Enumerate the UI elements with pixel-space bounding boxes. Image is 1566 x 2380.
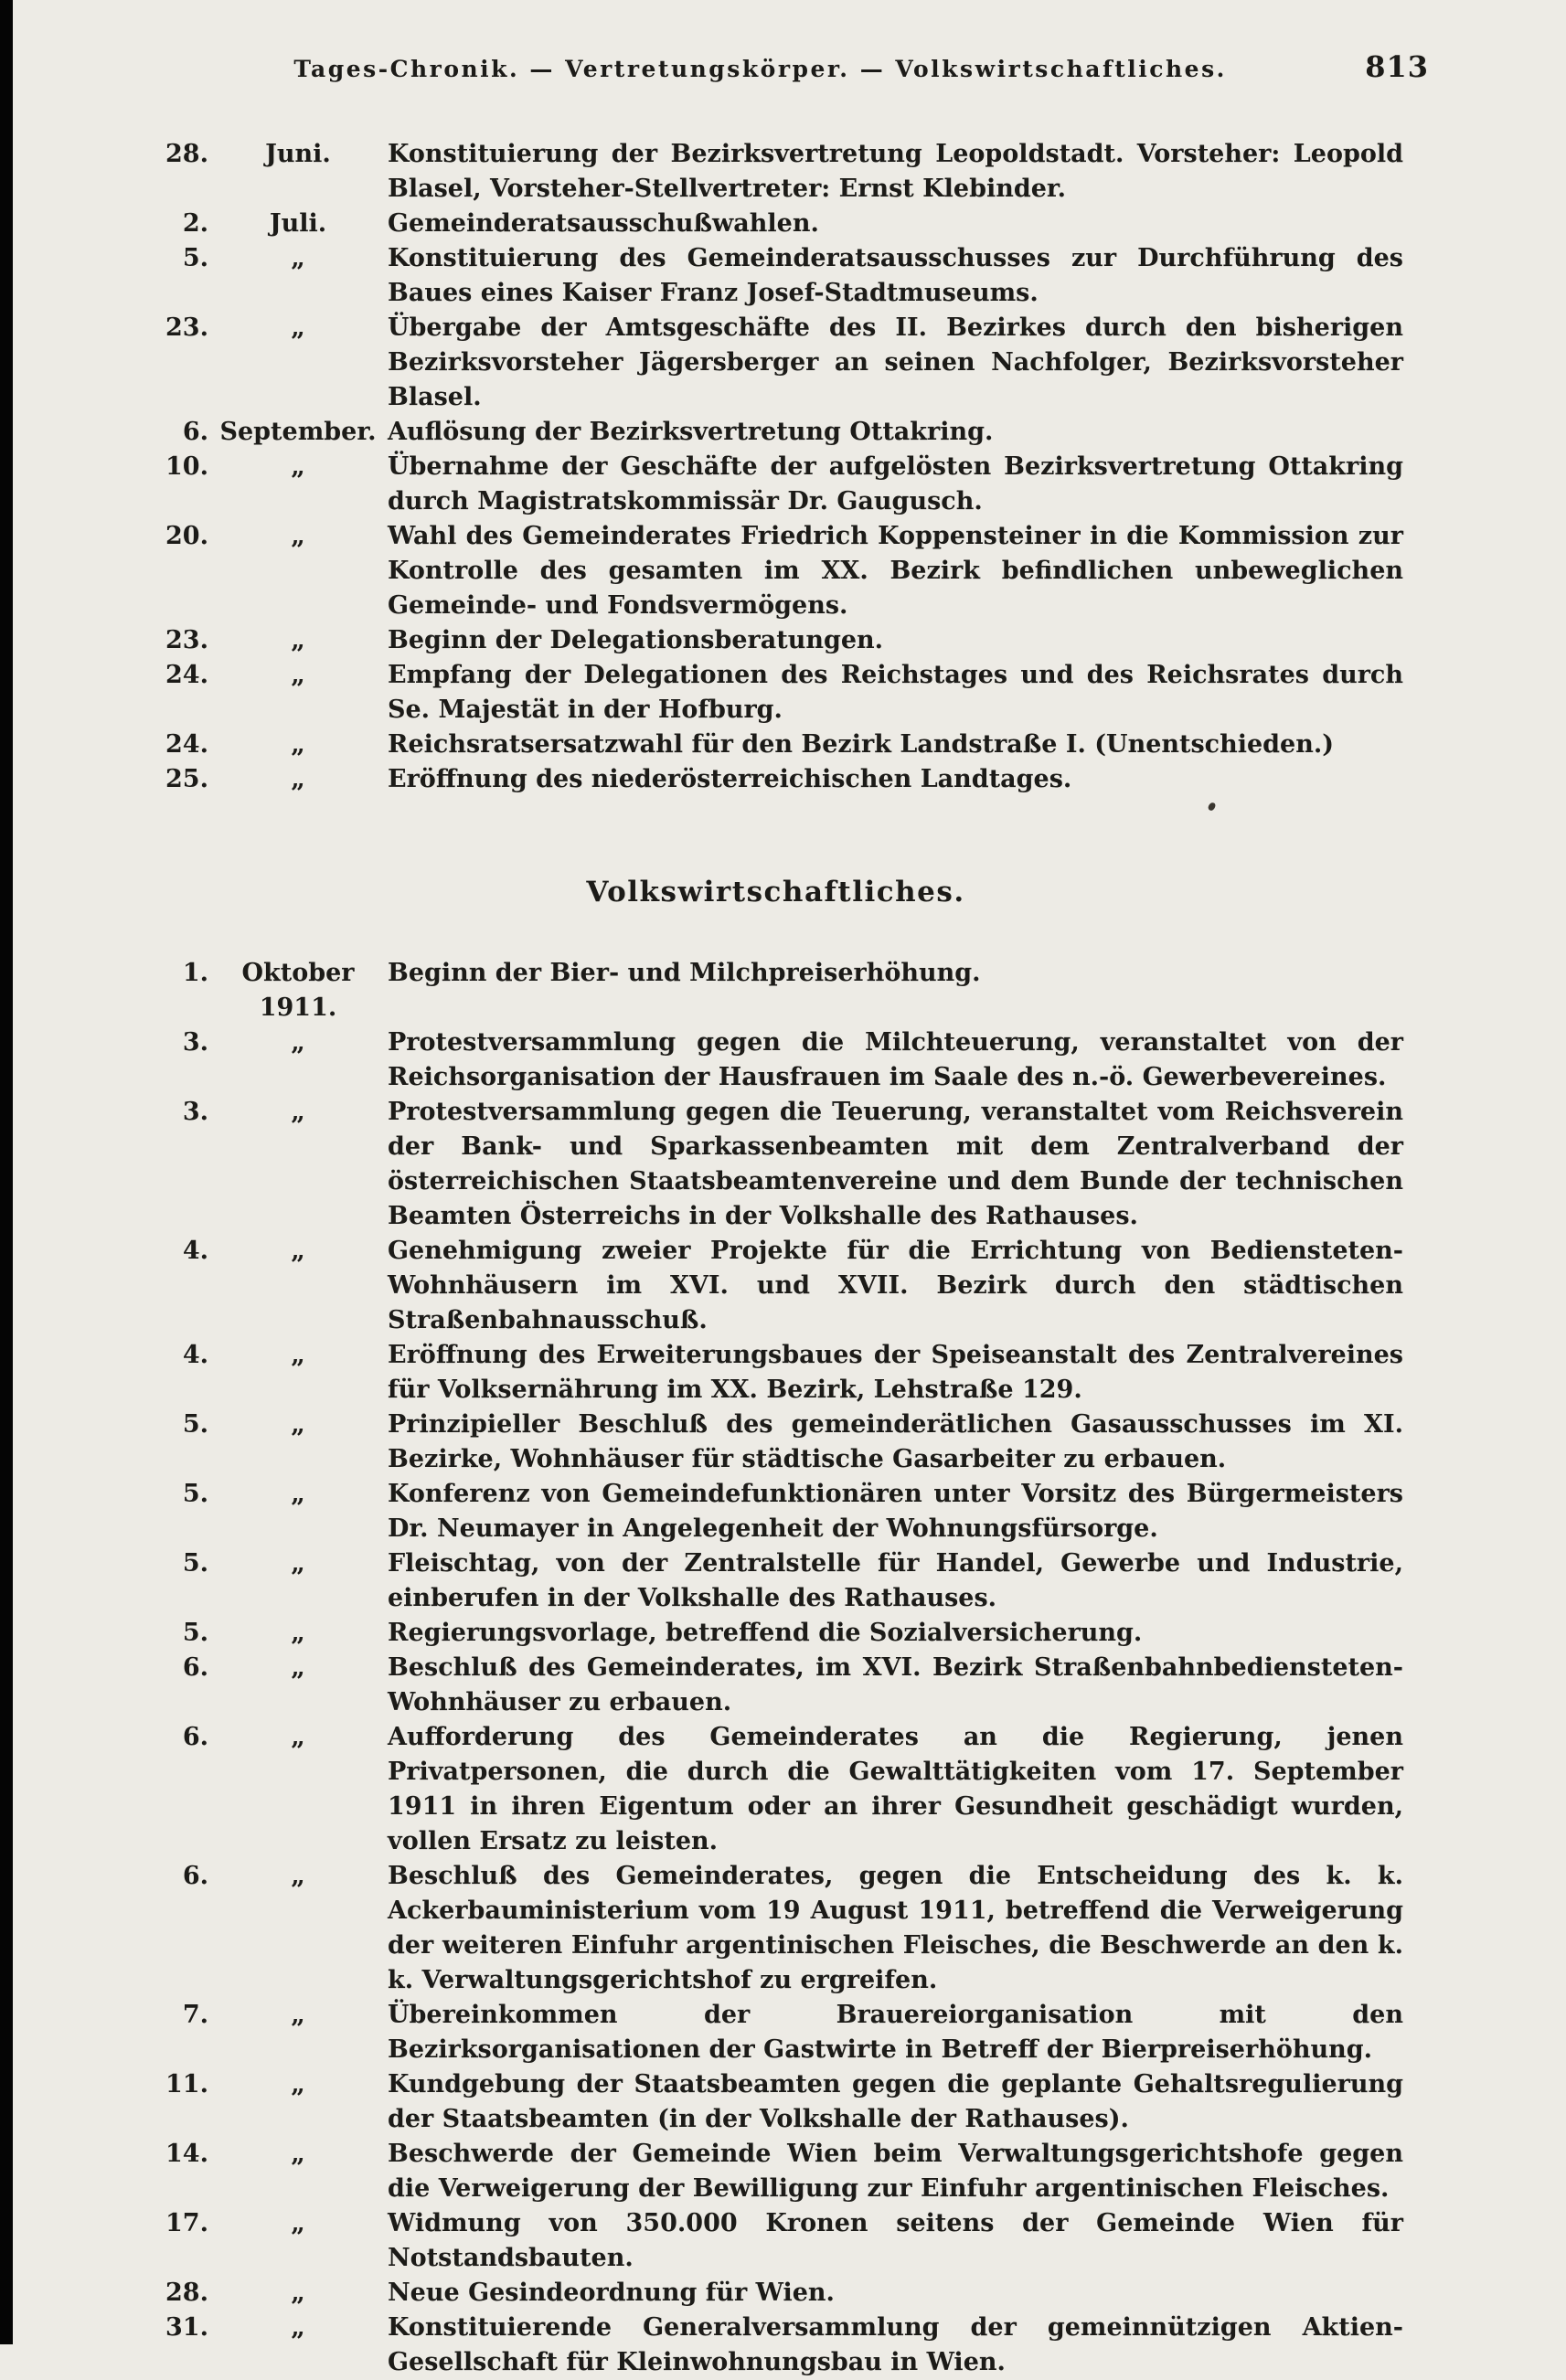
entry-text: Konstituierung der Bezirksvertretung Leopoldstadt. Vorsteher: Leopold Blasel, Vorsteher-Stellvertreter: Ernst Klebinder. [388,140,1403,203]
entry-day: 25. [165,765,208,793]
entry-text: Eröffnung des niederösterreichischen Landtages. [388,765,1072,793]
scan-edge-left [0,0,13,2344]
chronicle-entry [148,1095,1403,1234]
entry-month: „ [291,2001,305,2029]
chronicle-entry [148,1234,1403,1338]
chronicle-entry [148,2137,1403,2206]
entry-text: Konstituierende Generalversammlung der gemeinnützigen Aktien-Gesellschaft für Kleinwohnungsbau in Wien. [388,2313,1403,2376]
entry-month: „ [291,313,305,342]
entry-day: 3. [182,1098,208,1126]
entry-day: 23. [165,313,208,342]
entry-text: Protestversammlung gegen die Teuerung, veranstaltet vom Reichsverein der Bank- und Sparkassenbeamten mit dem Zentralverband der österreichischen Staatsbeamtenvereine und dem Bunde der technischen Beamten Österreichs in der Volkshalle des Rathauses. [388,1098,1403,1230]
chronicle-entry [148,137,1403,207]
chronicle-entry [148,241,1403,311]
entry-text: Übergabe der Amtsgeschäfte des II. Bezirkes durch den bisherigen Bezirksvorsteher Jägersberger an seinen Nachfolger, Bezirksvorsteher Blasel. [388,313,1403,411]
entry-month: „ [291,1862,305,1890]
entry-text: Übernahme der Geschäfte der aufgelösten Bezirksvertretung Ottakring durch Magistratskommissär Dr. Gaugusch. [388,452,1403,515]
entry-text: Regierungsvorlage, betreffend die Sozialversicherung. [388,1619,1143,1647]
entry-month: „ [291,2140,305,2168]
chronicle-list [148,137,1403,797]
entry-text: Konferenz von Gemeindefunktionären unter Vorsitz des Bürgermeisters Dr. Neumayer in Angelegenheit der Wohnungsfürsorge. [388,1480,1403,1543]
chronicle-entry [148,1408,1403,1477]
chronicle-list [148,956,1403,2380]
entry-month: „ [291,452,305,481]
section-heading-volkswirtschaftliches: Volkswirtschaftliches. [586,876,965,908]
entry-day: 20. [165,522,208,550]
entry-day: 4. [182,1237,208,1265]
entry-text: Konstituierung des Gemeinderatsausschusses zur Durchführung des Baues eines Kaiser Franz Josef-Stadtmuseums. [388,244,1403,307]
chronicle-entry [148,1338,1403,1408]
chronicle-entry [148,956,1403,1025]
entry-month: „ [291,1723,305,1751]
entry-text: Empfang der Delegationen des Reichstages und des Reichsrates durch Se. Majestät in der Hofburg. [388,661,1403,724]
entry-day: 5. [182,1410,208,1439]
chronicle-section-volkswirtschaftliches [148,956,1403,2380]
entry-text: Gemeinderatsausschußwahlen. [388,209,819,238]
chronicle-entry [148,2206,1403,2276]
chronicle-entry [148,311,1403,415]
entry-day: 24. [165,661,208,689]
entry-text: Neue Gesindeordnung für Wien. [388,2279,835,2307]
chronicle-entry [148,519,1403,623]
entry-month: Juni. [265,140,331,168]
entry-text: Beginn der Delegationsberatungen. [388,626,884,654]
entry-day: 5. [182,1619,208,1647]
entry-day: 17. [165,2209,208,2237]
entry-month: „ [291,1341,305,1369]
entry-text: Übereinkommen der Brauereiorganisation mit den Bezirksorganisationen der Gastwirte in Betreff der Bierpreiserhöhung. [388,2001,1403,2064]
entry-month: „ [291,1028,305,1057]
entry-month: „ [291,1237,305,1265]
chronicle-entry [148,2311,1403,2380]
entry-day: 5. [182,1549,208,1578]
entry-month: „ [291,2209,305,2237]
entry-day: 31. [165,2313,208,2342]
entry-text: Widmung von 350.000 Kronen seitens der Gemeinde Wien für Notstandsbauten. [388,2209,1403,2272]
chronicle-entry [148,2067,1403,2137]
entry-text: Beschluß des Gemeinderates, gegen die Entscheidung des k. k. Ackerbauministerium vom 19 August 1911, betreffend die Verweigerung der weiteren Einfuhr argentinischen Fleisches, die Beschwerde an den k. k. Verwaltungsgerichtshof zu ergreifen. [388,1862,1403,1994]
entry-day: 28. [165,140,208,168]
entry-month: „ [291,2279,305,2307]
entry-month: „ [291,1653,305,1682]
entry-month: „ [291,626,305,654]
entry-month: „ [291,1098,305,1126]
entry-day: 1. [182,959,208,987]
entry-day: 6. [182,1723,208,1751]
chronicle-entry [148,1477,1403,1546]
chronicle-entry [148,2276,1403,2311]
entry-month: „ [291,2070,305,2098]
entry-month: „ [291,1410,305,1439]
chronicle-entry [148,623,1403,658]
entry-day: 11. [165,2070,208,2098]
chronicle-section-vertretungskoerper [148,137,1403,797]
entry-day: 3. [182,1028,208,1057]
entry-day: 10. [165,452,208,481]
entry-text: Fleischtag, von der Zentralstelle für Handel, Gewerbe und Industrie, einberufen in der Volkshalle des Rathauses. [388,1549,1403,1612]
entry-day: 5. [182,244,208,272]
entry-day: 6. [182,418,208,446]
chronicle-entry [148,1546,1403,1616]
entry-text: Kundgebung der Staatsbeamten gegen die geplante Gehaltsregulierung der Staatsbeamten (in der Volkshalle der Rathauses). [388,2070,1403,2133]
entry-month: „ [291,522,305,550]
chronicle-entry [148,1998,1403,2067]
entry-day: 23. [165,626,208,654]
chronicle-entry [148,1859,1403,1998]
entry-text: Beschluß des Gemeinderates, im XVI. Bezirk Straßenbahnbediensteten-Wohnhäuser zu erbauen. [388,1653,1403,1716]
chronicle-entry [148,1616,1403,1651]
entry-day: 28. [165,2279,208,2307]
chronicle-entry [148,207,1403,241]
entry-day: 24. [165,730,208,759]
chronicle-entry [148,1651,1403,1720]
page-number: 813 [1365,49,1429,84]
entry-month: „ [291,2313,305,2342]
entry-month: „ [291,765,305,793]
entry-day: 4. [182,1341,208,1369]
entry-month: „ [291,730,305,759]
entry-text: Prinzipieller Beschluß des gemeinderätlichen Gasausschusses im XI. Bezirke, Wohnhäuser für städtische Gasarbeiter zu erbauen. [388,1410,1403,1473]
chronicle-entry [148,762,1403,797]
entry-day: 6. [182,1653,208,1682]
entry-month: „ [291,244,305,272]
entry-text: Aufforderung des Gemeinderates an die Regierung, jenen Privatpersonen, die durch die Gewalttätigkeiten vom 17. September 1911 in ihren Eigentum oder an ihrer Gesundheit geschädigt wurden, vollen Ersatz zu leisten. [388,1723,1403,1855]
entry-day: 5. [182,1480,208,1508]
entry-month: „ [291,1619,305,1647]
page-body [0,84,1566,2380]
entry-text: Protestversammlung gegen die Milchteuerung, veranstaltet von der Reichsorganisation der Hausfrauen im Saale des n.-ö. Gewerbevereines. [388,1028,1403,1091]
chronicle-entry [148,1720,1403,1859]
entry-day: 6. [182,1862,208,1890]
chronicle-entry [148,415,1403,450]
entry-text: Beschwerde der Gemeinde Wien beim Verwaltungsgerichtshofe gegen die Verweigerung der Bewilligung zur Einfuhr argentinischen Fleisches. [388,2140,1403,2203]
entry-day: 14. [165,2140,208,2168]
entry-month: „ [291,1480,305,1508]
page-header [0,0,1566,84]
entry-day: 7. [182,2001,208,2029]
entry-text: Wahl des Gemeinderates Friedrich Koppensteiner in die Kommission zur Kontrolle des gesamten im XX. Bezirk befindlichen unbeweglichen Gemeinde- und Fondsvermögens. [388,522,1403,620]
chronicle-entry [148,1025,1403,1095]
entry-month: Oktober 1911. [241,959,355,1022]
entry-month: Juli. [269,209,327,238]
chronicle-entry [148,728,1403,762]
entry-text: Beginn der Bier- und Milchpreiserhöhung. [388,959,981,987]
entry-text: Reichsratsersatzwahl für den Bezirk Landstraße I. (Unentschieden.) [388,730,1335,759]
entry-text: Auflösung der Bezirksvertretung Ottakring. [388,418,994,446]
chronicle-entry [148,450,1403,519]
entry-month: „ [291,661,305,689]
entry-month: September. [219,418,377,446]
entry-month: „ [291,1549,305,1578]
entry-text: Eröffnung des Erweiterungsbaues der Speiseanstalt des Zentralvereines für Volksernährung im XX. Bezirk, Lehstraße 129. [388,1341,1403,1404]
running-header-title: Tages-Chronik. — Vertretungskörper. — Volkswirtschaftliches. [293,56,1227,82]
chronicle-entry [148,658,1403,728]
entry-day: 2. [182,209,208,238]
entry-text: Genehmigung zweier Projekte für die Errichtung von Bediensteten-Wohnhäusern im XVI. und XVII. Bezirk durch den städtischen Straßenbahnausschuß. [388,1237,1403,1334]
